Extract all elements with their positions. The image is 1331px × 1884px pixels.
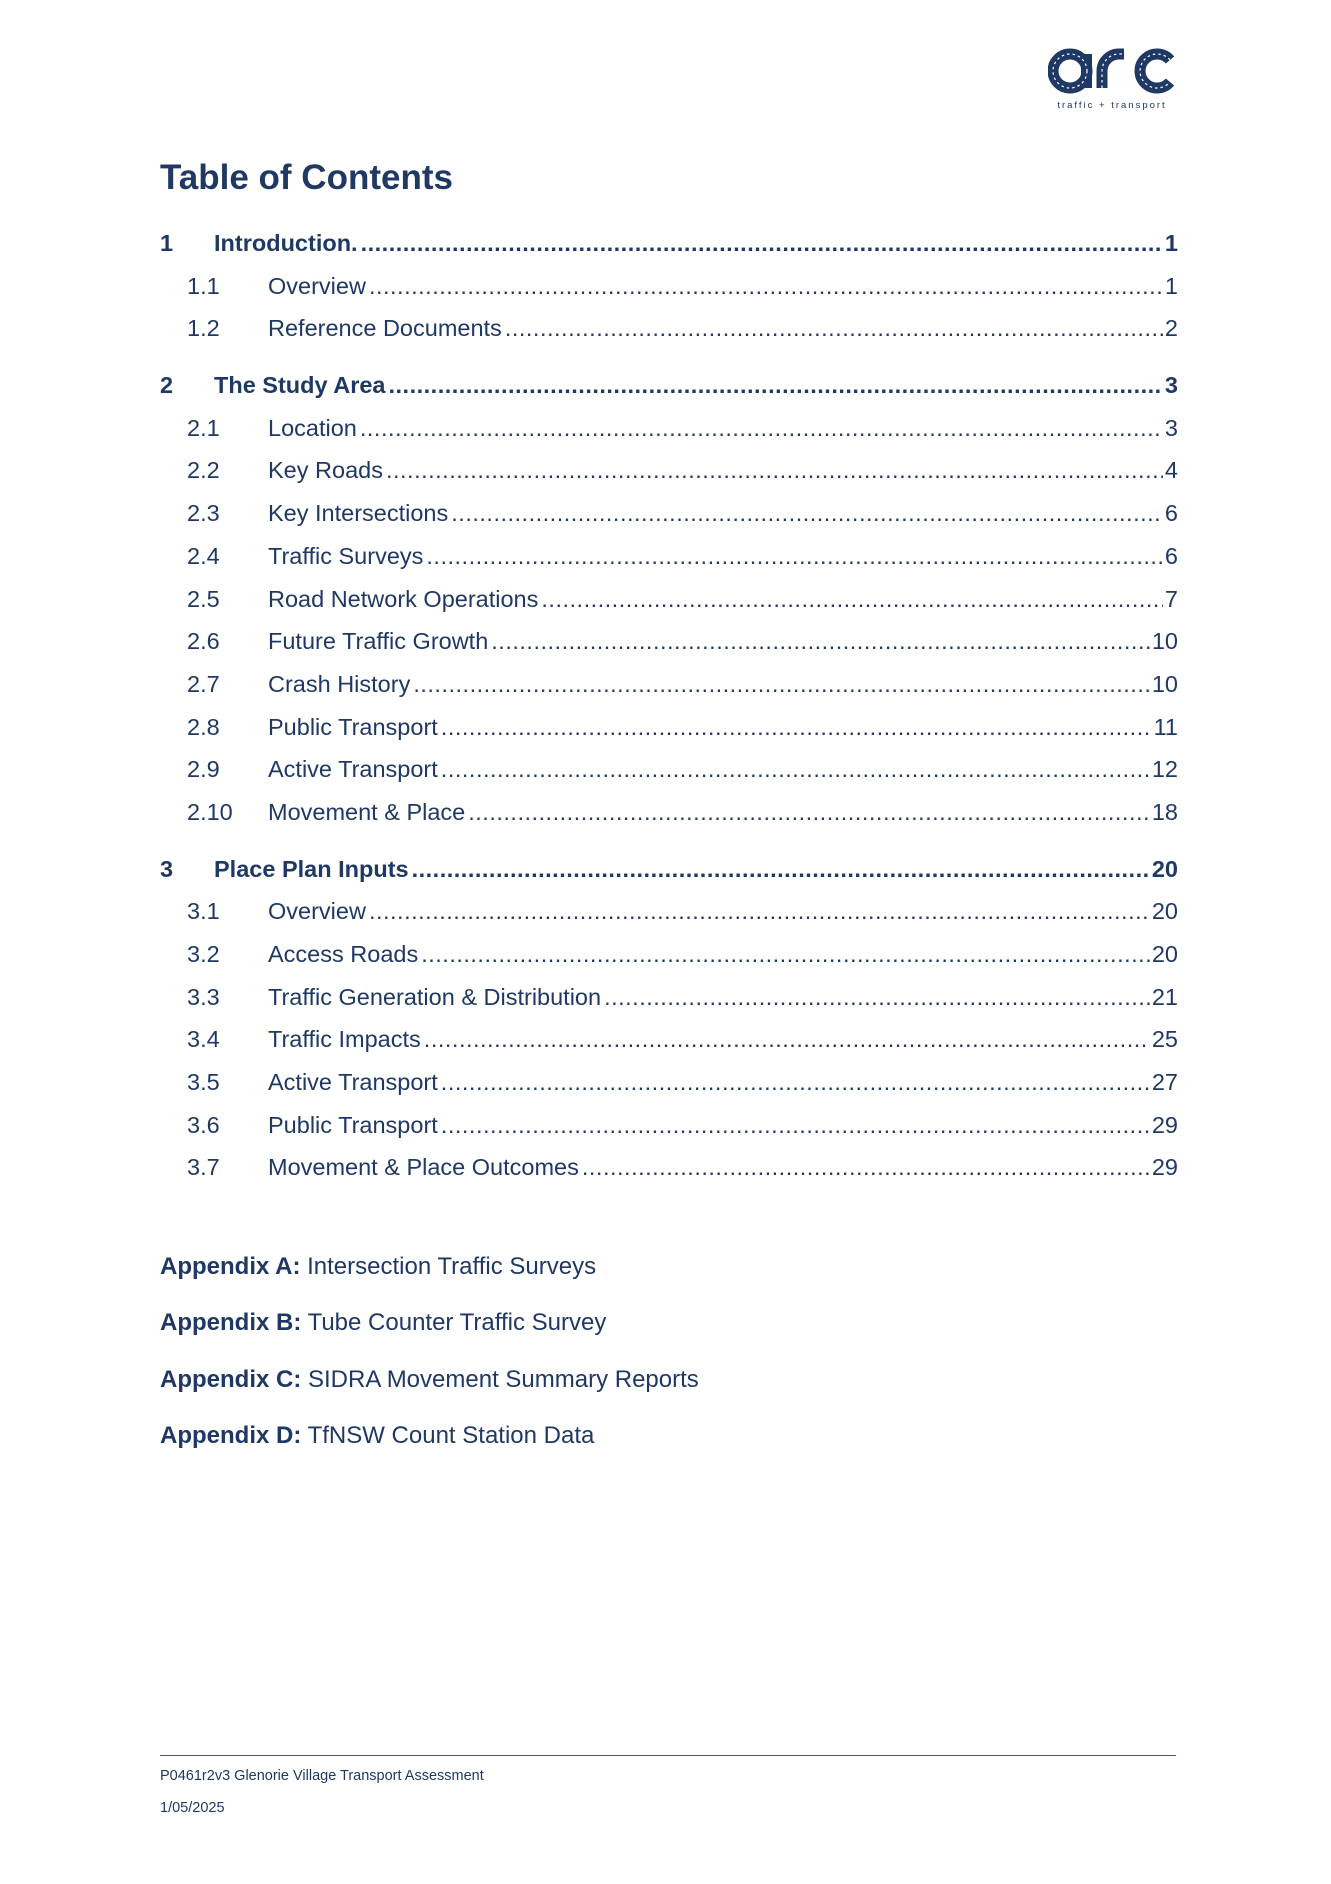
dot-leader [386, 449, 1163, 492]
toc-page-number: 4 [1164, 457, 1178, 484]
toc-entry-title: Traffic Generation & Distribution [268, 983, 602, 1010]
toc-entry-number: 2.9 [187, 756, 220, 783]
toc-entry-2-6[interactable] [160, 620, 1178, 663]
toc-entry-number: 3.2 [187, 941, 220, 967]
toc-entry-title: Key Roads [268, 457, 383, 484]
appendix-label: Appendix D: [160, 1421, 302, 1449]
dot-leader [412, 848, 1150, 891]
toc-entry-title: Overview [268, 272, 366, 299]
dot-leader [441, 1061, 1150, 1104]
section-gap [160, 350, 1178, 364]
appendix-label: Appendix A: [160, 1253, 301, 1280]
toc-entry-number: 2.7 [187, 670, 220, 697]
toc-entry-2-2[interactable] [160, 449, 1178, 492]
toc-page-number: 3 [1164, 414, 1178, 441]
toc-page-number: 1 [1164, 230, 1178, 256]
dot-leader [441, 1104, 1150, 1147]
dot-leader [441, 748, 1150, 791]
toc-section-title: Introduction. [214, 230, 358, 256]
toc-entry-title: Overview [268, 898, 366, 925]
toc-entry-3-7[interactable] [160, 1146, 1178, 1189]
toc-entry-title: Future Traffic Growth [268, 628, 489, 655]
appendix-title: SIDRA Movement Summary Reports [308, 1365, 699, 1393]
toc-page-number: 6 [1164, 500, 1178, 527]
toc-entry-title: Movement & Place Outcomes [268, 1154, 579, 1181]
toc-page-number: 1 [1164, 272, 1178, 299]
appendix-label: Appendix B: [160, 1309, 302, 1337]
toc-entry-2-8[interactable] [160, 706, 1178, 749]
toc-section-number: 3 [160, 855, 174, 882]
toc-entry-title: Road Network Operations [268, 585, 539, 612]
toc-entry-number: 2.10 [187, 798, 233, 825]
toc-page-number: 3 [1164, 372, 1178, 399]
toc-entry-number: 2.4 [187, 542, 220, 569]
toc-entry-2-7[interactable] [160, 663, 1178, 706]
appendix-title: Tube Counter Traffic Survey [307, 1309, 607, 1337]
toc-entry-2-1[interactable] [160, 407, 1178, 450]
toc-entry-number: 3.5 [187, 1069, 220, 1096]
toc-entry-number: 3.3 [187, 983, 220, 1010]
toc-section-title: The Study Area [214, 372, 386, 399]
toc-page-number: 11 [1153, 713, 1178, 740]
toc-section-number: 2 [160, 372, 174, 399]
appendix-d[interactable] [160, 1421, 1160, 1477]
section-gap [160, 834, 1178, 848]
toc-page-number: 20 [1151, 855, 1178, 882]
dot-leader [491, 620, 1150, 663]
toc-section-number: 1 [160, 230, 174, 256]
dot-leader [413, 663, 1150, 706]
toc-entry-title: Reference Documents [268, 315, 502, 342]
toc-entry-number: 3.7 [187, 1154, 220, 1181]
toc-entry-title: Public Transport [268, 1111, 438, 1138]
toc-entry-2-4[interactable] [160, 535, 1178, 578]
dot-leader [604, 976, 1150, 1019]
toc-entry-title: Crash History [268, 670, 411, 697]
dot-leader [426, 535, 1163, 578]
logo-tagline: traffic + transport [1057, 100, 1167, 111]
toc-entry-number: 1.2 [187, 315, 220, 342]
toc-page-number: 2 [1164, 315, 1178, 342]
toc-entry-number: 2.2 [187, 457, 220, 484]
toc-entry-title: Location [268, 414, 357, 441]
toc-section-1[interactable] [160, 222, 1178, 265]
dot-leader [369, 265, 1163, 308]
toc-entry-2-10[interactable] [160, 791, 1178, 834]
toc-entry-title: Active Transport [268, 1069, 438, 1096]
toc-entry-3-6[interactable] [160, 1104, 1178, 1147]
toc-entry-number: 2.5 [187, 585, 220, 612]
toc-page-number: 18 [1151, 798, 1178, 825]
toc-entry-3-1[interactable] [160, 890, 1178, 933]
toc-entry-1-1[interactable] [160, 265, 1178, 308]
toc-entry-number: 3.4 [187, 1026, 220, 1053]
footer-date: 1/05/2025 [160, 1800, 225, 1816]
dot-leader [468, 791, 1150, 834]
appendix-a[interactable] [160, 1252, 1160, 1308]
dot-leader [441, 706, 1152, 749]
toc-entry-2-9[interactable] [160, 748, 1178, 791]
toc-entry-title: Public Transport [268, 713, 438, 740]
dot-leader [424, 1018, 1150, 1061]
appendix-title: Intersection Traffic Surveys [307, 1253, 597, 1280]
toc-entry-number: 2.8 [187, 713, 220, 740]
toc-page-number: 29 [1151, 1154, 1178, 1181]
toc-section-title: Place Plan Inputs [214, 855, 409, 882]
dot-leader [360, 407, 1163, 450]
dot-leader [389, 364, 1163, 407]
appendix-b[interactable] [160, 1308, 1160, 1364]
dot-leader [541, 578, 1163, 621]
toc-entry-title: Access Roads [268, 941, 419, 967]
toc-page-number: 20 [1151, 941, 1178, 967]
toc-entry-number: 3.1 [187, 898, 220, 925]
toc-entry-number: 2.3 [187, 500, 220, 527]
toc-page-number: 7 [1164, 585, 1178, 612]
dot-leader [582, 1146, 1150, 1189]
toc-section-2[interactable] [160, 364, 1178, 407]
page-title: Table of Contents [160, 158, 453, 197]
toc-entry-title: Active Transport [268, 756, 438, 783]
toc-entry-3-2[interactable] [160, 933, 1178, 976]
dot-leader [369, 890, 1150, 933]
footer-divider [160, 1755, 1176, 1756]
toc-page-number: 12 [1151, 756, 1178, 783]
toc-entry-title: Key Intersections [268, 500, 449, 527]
appendix-list [160, 1252, 1160, 1477]
dot-leader [421, 933, 1150, 976]
toc-entry-number: 3.6 [187, 1111, 220, 1138]
toc-section-3[interactable] [160, 848, 1178, 891]
toc-page-number: 6 [1164, 542, 1178, 569]
dot-leader [451, 492, 1163, 535]
toc-page-number: 27 [1151, 1069, 1178, 1096]
toc-page-number: 10 [1151, 670, 1178, 697]
footer-document-reference: P0461r2v3 Glenorie Village Transport Assessment [160, 1768, 484, 1784]
dot-leader [505, 307, 1163, 350]
toc-entry-3-5[interactable] [160, 1061, 1178, 1104]
appendix-c[interactable] [160, 1365, 1160, 1421]
arc-logo-mark [1048, 44, 1176, 104]
toc-page-number: 29 [1151, 1111, 1178, 1138]
toc-entry-2-3[interactable] [160, 492, 1178, 535]
toc-page-number: 10 [1151, 628, 1178, 655]
toc-entry-title: Movement & Place [268, 798, 466, 825]
toc-entry-3-3[interactable] [160, 976, 1178, 1019]
appendix-title: TfNSW Count Station Data [307, 1421, 595, 1449]
toc-page-number: 20 [1151, 898, 1178, 925]
toc-entry-number: 1.1 [187, 272, 220, 299]
toc-entry-3-4[interactable] [160, 1018, 1178, 1061]
toc-page-number: 25 [1151, 1026, 1178, 1053]
toc-page-number: 21 [1151, 983, 1178, 1010]
appendix-label: Appendix C: [160, 1365, 302, 1393]
toc-entry-title: Traffic Surveys [268, 542, 424, 569]
table-of-contents [160, 222, 1178, 1189]
toc-entry-number: 2.1 [187, 414, 220, 441]
toc-entry-number: 2.6 [187, 628, 220, 655]
toc-entry-title: Traffic Impacts [268, 1026, 421, 1053]
toc-entry-2-5[interactable] [160, 578, 1178, 621]
toc-entry-1-2[interactable] [160, 307, 1178, 350]
dot-leader [361, 222, 1163, 265]
